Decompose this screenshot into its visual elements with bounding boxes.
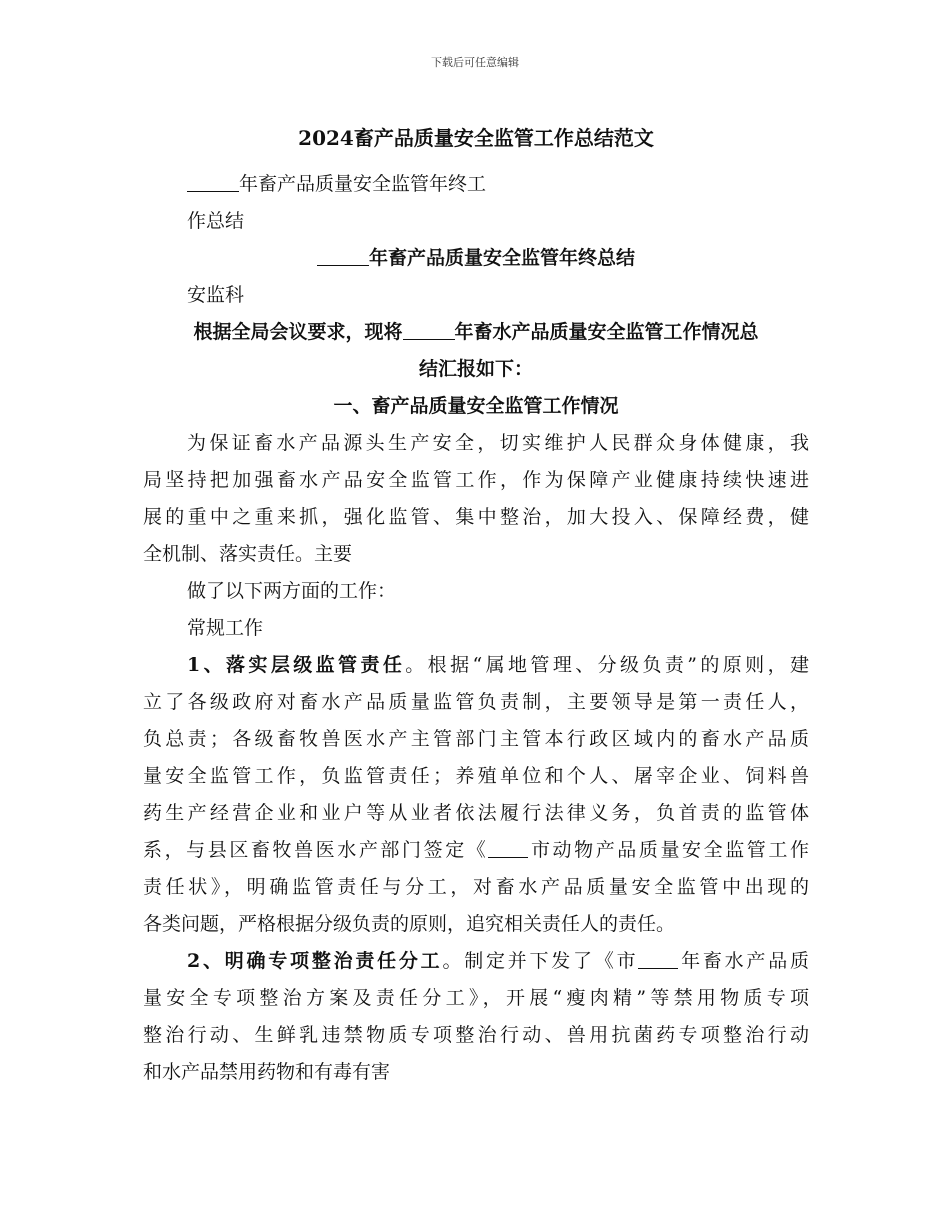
blank-underline	[403, 321, 455, 340]
item2-line-3: 整治行动、生鲜乳违禁物质专项整治行动、兽用抗菌药专项整治行动	[143, 1024, 809, 1046]
item1-line-2: 立了各级政府对畜水产品质量监管负责制，主要领导是第一责任人，	[143, 691, 809, 713]
blank-underline	[317, 247, 369, 266]
blank-underline	[187, 173, 239, 192]
intro-line-2: 结汇报如下：	[418, 358, 533, 380]
item1-heading: 1、落实层级监管责任	[187, 654, 406, 676]
header-note: 下载后可任意编辑	[431, 56, 519, 69]
para1-line-2: 局坚持把加强畜水产品安全监管工作，作为保障产业健康持续快速进	[143, 469, 809, 491]
item1-line-4: 量安全监管工作，负监管责任；养殖单位和个人、屠宰企业、饲料兽	[143, 765, 809, 787]
para1-line-3: 展的重中之重来抓，强化监管、集中整治，加大投入、保障经费，健	[143, 506, 809, 528]
item1-line-5: 药生产经营企业和业户等从业者依法履行法律义务，负首责的监管体	[143, 802, 809, 824]
department-label: 安监科	[187, 284, 245, 306]
item1-line-7: 责任状》，明确监管责任与分工，对畜水产品质量安全监管中出现的	[143, 876, 809, 898]
item2-line-1: 2、明确专项整治责任分工。制定并下发了《市 年畜水产品质	[187, 950, 809, 972]
para1-line-4: 全机制、落实责任。主要	[143, 543, 353, 565]
section-1-title: 一、畜产品质量安全监管工作情况	[333, 395, 619, 417]
para1-line-1: 为保证畜水产品源头生产安全，切实维护人民群众身体健康，我	[187, 432, 809, 454]
blank-underline	[638, 950, 678, 969]
subtitle-line-2: 作总结	[187, 210, 245, 232]
item1-line-8: 各类问题，严格根据分级负责的原则，追究相关责任人的责任。	[143, 913, 676, 935]
item2-heading: 2、明确专项整治责任分工	[187, 950, 443, 972]
item2-line-4: 和水产品禁用药物和有毒有害	[143, 1061, 391, 1083]
document-body	[143, 118, 809, 1091]
blank-underline	[488, 839, 528, 858]
report-subtitle: 年畜产品质量安全监管年终总结	[143, 240, 809, 277]
para1b-line: 做了以下两方面的工作：	[187, 580, 397, 602]
item1-line-3: 负总责；各级畜牧兽医水产主管部门主管本行政区域内的畜水产品质	[143, 728, 809, 750]
item1-line-6: 系，与县区畜牧兽医水产部门签定《 市动物产品质量安全监管工作	[143, 839, 809, 861]
intro-line-1: 根据全局会议要求，现将 年畜水产品质量安全监管工作情况总	[193, 321, 759, 343]
item1-line-1: 1、落实层级监管责任。根据“属地管理、分级负责”的原则，建	[187, 654, 809, 676]
item2-line-2: 量安全专项整治方案及责任分工》，开展“瘦肉精”等禁用物质专项	[143, 987, 809, 1009]
subtitle-line-1: 年畜产品质量安全监管年终工	[143, 166, 809, 203]
routine-work-label: 常规工作	[187, 617, 264, 639]
document-title: 2024畜产品质量安全监管工作总结范文	[298, 126, 654, 150]
